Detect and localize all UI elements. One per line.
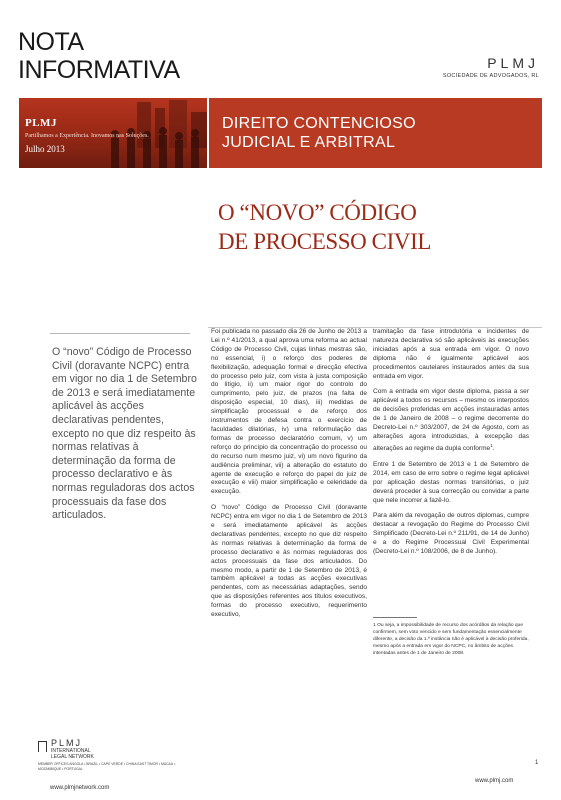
body-column-2 (373, 328, 529, 658)
firm-website-link[interactable]: www.plmj.com (475, 778, 514, 784)
body-paragraph: tramitação da fase introdutória e incidentes de natureza declarativa só são aplicáveis às execuções iniciadas após a sua entrada em vigor. O novo diploma não é igualmente aplicável aos procedimentos cautelares instaurados antes da sua entrada em vigor. (373, 328, 529, 380)
body-paragraph: O “novo” Código de Processo Civil (doravante NCPC) entra em vigor no dia 1 de Setembro de 2013 e será imediatamente aplicável às acções declarativas pendentes, excepto no que diz respeito às normas relativas à determinação da forma de processo declarativo e às normas reguladoras dos actos processuais da fase dos articulados. Do mesmo modo, a partir de 1 de Setembro de 2013, é também aplicável a todas as acções executivas pendentes, com as necessárias adaptações, sendo que as disposições referentes aos títulos executivos, formas do processo executivo, requerimento executivo, (211, 504, 367, 619)
body-paragraph: Entre 1 de Setembro de 2013 e 1 de Setembro de 2014, em caso de erro sobre o regime legal aplicável por aplicação destas normas transitórias, o juiz deverá proceder à sua correcção ou convidar a parte que nele incorrer a fazê-lo. (373, 460, 529, 504)
summary-divider (50, 333, 190, 334)
gate-icon (38, 741, 47, 752)
practice-area-banner (209, 98, 542, 168)
footnote: 1 Ou seja, a impossibilidade de recurso dos acórdãos da relação que confirmem, sem voto vencido e sem fundamentação essencialmente diferente, a decisão da 1.ª instância não é aplicável à decisão proferida, mesmo após a entrada em vigor do NCPC, no âmbito de acções intentadas antes de 1 de Janeiro de 2008. (373, 623, 529, 656)
newsletter-title-line2: INFORMATIVA (18, 56, 180, 84)
footnote-rule (373, 617, 417, 618)
network-line1: INTERNATIONAL (51, 748, 91, 754)
firm-logo-subtitle: SOCIEDADE DE ADVOGADOS, RL (442, 73, 539, 79)
body-paragraph: Com a entrada em vigor deste diploma, passa a ser aplicável a todos os recursos – mesmo os interpostos de decisões proferidas em acções instauradas antes de 1 de Janeiro de 2008 – o regime decorrente do Decreto-Lei n.º 303/2007, de 24 de Agosto, com as alterações agora introduzidas, à excepção das alterações ao regime da dupla conforme$^1$. (373, 388, 529, 453)
page-number: 1 (535, 760, 539, 766)
firm-logo-mark: PLMJ (487, 55, 539, 71)
practice-area-title (222, 114, 416, 152)
body-paragraph-text: Com a entrada em vigor deste diploma, passa a ser aplicável a todos os recursos – mesmo os interpostos de decisões proferidas em acções instauradas antes de 1 de Janeiro de 2008 – o regime decorrente do Decreto-Lei n.º 303/2007, de 24 de Agosto, com as alterações agora introduzidas, à excepção das alterações ao regime da dupla conforme (373, 388, 529, 453)
newsletter-title (18, 28, 180, 84)
footnote-marker: 1 (490, 442, 493, 448)
network-line2: LEGAL NETWORK (51, 754, 94, 760)
firm-logo (443, 55, 539, 79)
practice-area-line1: DIREITO CONTENCIOSO (222, 115, 416, 132)
member-offices: MEMBER OFFICES ANGOLA • BRAZIL • CAPE VERDE • CHINA EAST TIMOR • MACAU • MOZAMBIQUE • PORTUGAL (38, 762, 176, 771)
banner-tagline: Partilhamos a Experiência. Inovamos nas Soluções. (25, 133, 149, 139)
body-paragraph: Para além da revogação de outros diplomas, cumpre destacar a revogação do Regime do Processo Civil Simplificado (Decreto-Lei n.º 211/91, de 14 de Junho) e a do Regime Processual Civil Experimental (Decreto-Lei n.º 108/2006, de 8 de Junho). (373, 512, 529, 556)
body-column-1 (211, 328, 367, 627)
network-logo-text (51, 748, 131, 760)
document-title-line1: O “NOVO” CÓDIGO (218, 200, 417, 225)
document-title-line2: DE PROCESSO CIVIL (218, 229, 432, 254)
banner-image (19, 98, 207, 168)
practice-area-line2: JUDICIAL E ARBITRAL (222, 134, 396, 151)
newsletter-title-line1: NOTA (18, 28, 84, 56)
document-title (218, 198, 431, 256)
network-website-link[interactable]: www.plmjnetwork.com (50, 785, 110, 791)
network-logo-name: PLMJ (51, 738, 83, 748)
banner-brand: PLMJ (25, 117, 57, 129)
body-paragraph: Foi publicada no passado dia 26 de Junho de 2013 a Lei n.º 41/2013, a qual aprova uma reforma ao actual Código de Processo Civil, cujas linhas mestras são, no essencial, i) o reforço dos poderes de flexibilização, adequação formal e direcção efectiva do processo pelo juiz, com vista à justa composição do litígio, ii) um maior rigor do controlo do cumprimento, pelo juiz, de prazos (na falta de disposição especial, 10 dias), iii) medidas de simplificação processual e de reforço dos instrumentos de defesa contra o exercício de faculdades dilatórias, iv) uma reformulação das formas de processo declaratório comum, v) um reforço do princípio da concentração do processo ou do recurso num mesmo juiz, vi) um novo figurino da audiência preliminar, vii) a alteração do estatuto do agente de execução e reforço do papel do juiz de execução e viii) maior simplificação e celeridade da execução. (211, 328, 367, 496)
summary-text: O “novo” Código de Processo Civil (doravante NCPC) entra em vigor no dia 1 de Setembro de 2013 e será imediatamente aplicável às acções declarativas pendentes, excepto no que diz respeito às normas relativas à determinação da forma de processo declarativo e às normas reguladoras dos actos processuais da fase dos articulados. (52, 346, 197, 522)
issue-date: Julho 2013 (25, 144, 65, 154)
